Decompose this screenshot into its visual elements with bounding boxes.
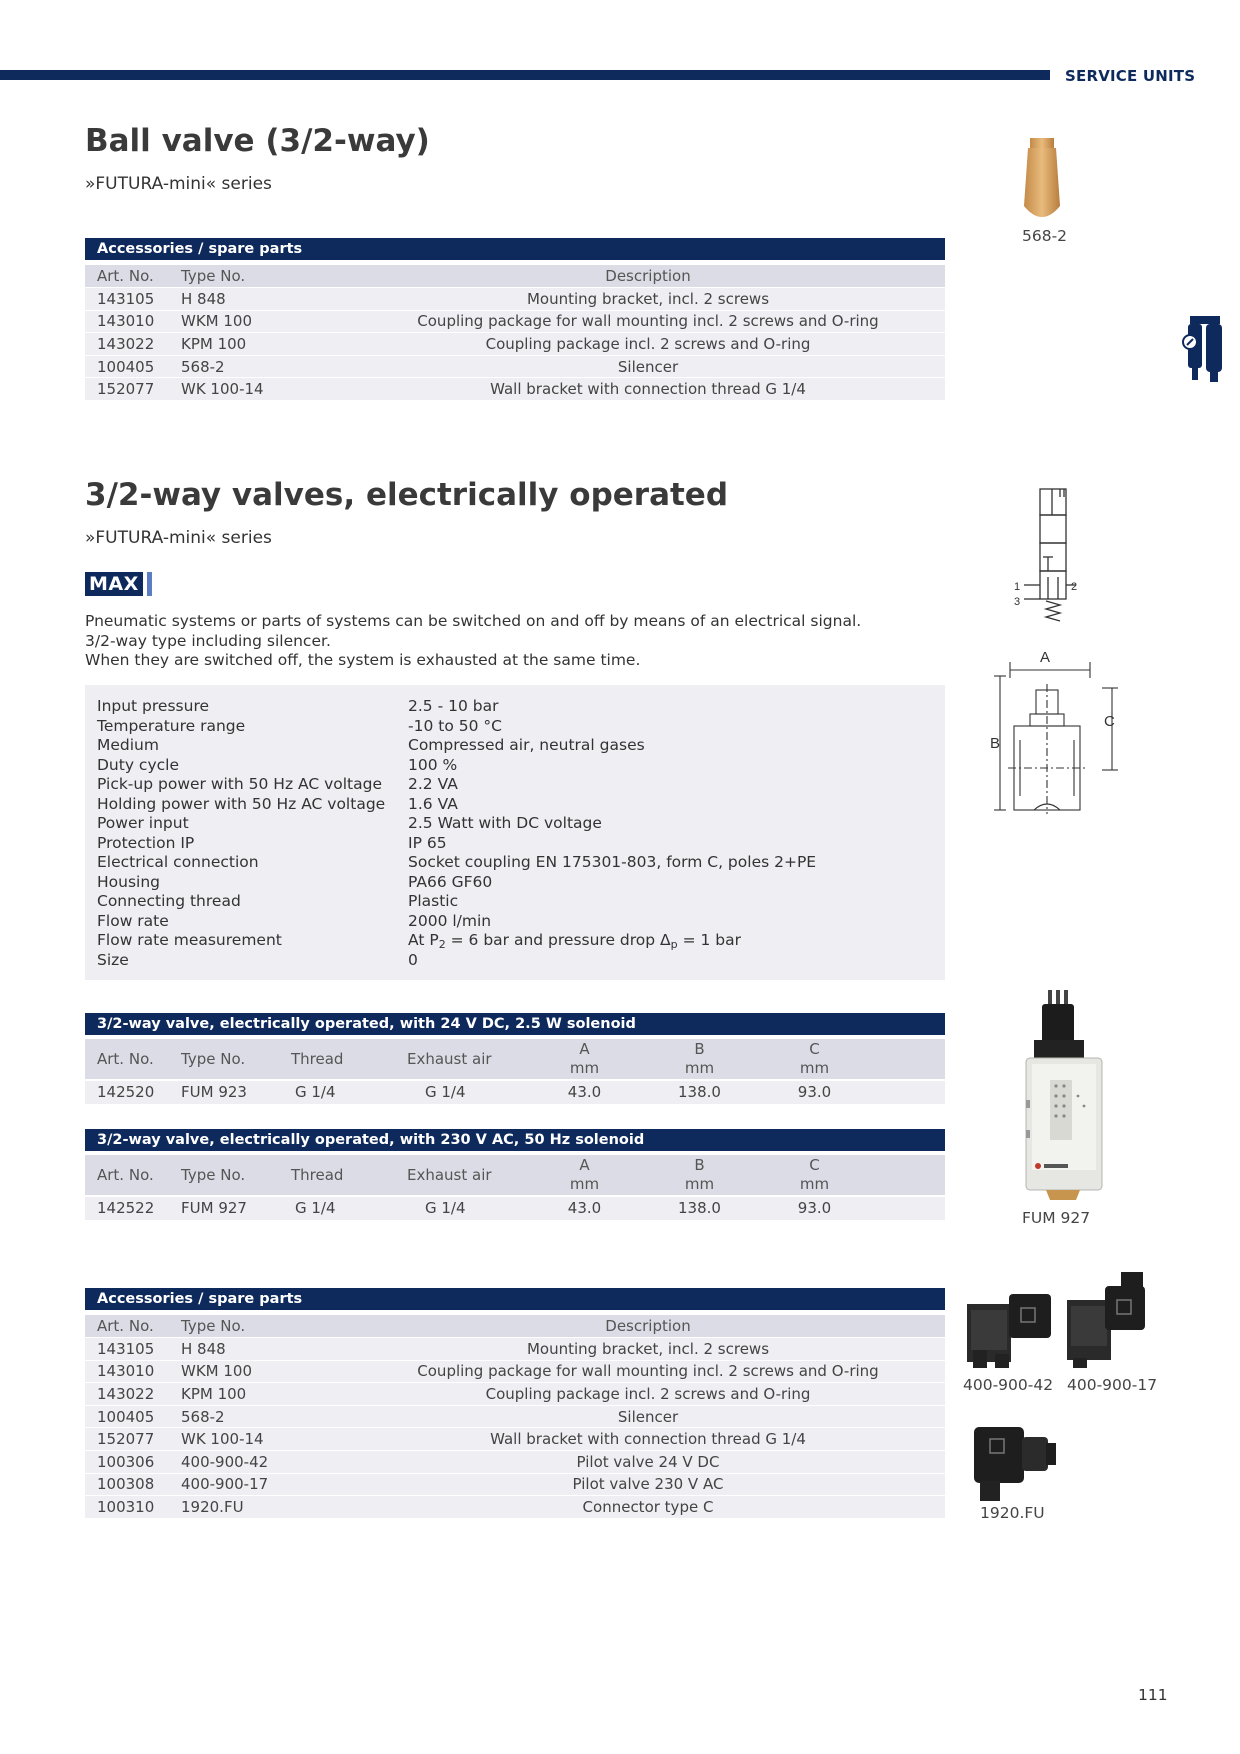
table-header-row [85, 1155, 945, 1195]
spec-row [97, 834, 933, 854]
col-type-no: Type No. [181, 1315, 351, 1338]
type-no: 568-2 [181, 1405, 351, 1428]
spec-row [97, 873, 933, 893]
spec-key: Protection IP [97, 833, 195, 852]
pilot-valve-230v-caption: 400-900-17 [1067, 1376, 1158, 1394]
art-no: 143022 [85, 333, 181, 356]
spec-value: 2.5 - 10 bar [408, 697, 499, 715]
table-header-row [85, 265, 945, 288]
spec-key: Housing [97, 872, 161, 891]
spec-value [408, 931, 933, 951]
spec-row [97, 697, 933, 717]
intro-line: 3/2-way type including silencer. [85, 631, 331, 650]
col-exhaust-air: Exhaust air [407, 1155, 527, 1195]
type-no: 1920.FU [181, 1496, 351, 1519]
description: Silencer [351, 355, 945, 378]
ball-valve-title: Ball valve (3/2-way) [85, 123, 430, 159]
art-no: 143010 [85, 310, 181, 333]
spec-value: 0 [408, 950, 418, 969]
type-no: FUM 927 [181, 1197, 291, 1220]
spec-row [97, 795, 933, 815]
spec-row [97, 912, 933, 932]
dim-letter: A [579, 1156, 590, 1174]
art-no: 142522 [85, 1197, 181, 1220]
table-header-row [85, 1315, 945, 1338]
spec-value: Compressed air, neutral gases [408, 736, 645, 754]
description: Coupling package incl. 2 screws and O-ring [351, 333, 945, 356]
max-badge-label: MAX [85, 572, 143, 596]
spec-key: Flow rate measurement [97, 931, 282, 949]
spec-key: Holding power with 50 Hz AC voltage [97, 794, 386, 813]
description: Pilot valve 24 V DC [351, 1451, 945, 1474]
type-no: WKM 100 [181, 310, 351, 333]
dim-a: 43.0 [527, 1197, 642, 1220]
col-dim-b [642, 1155, 757, 1195]
symbol-port-2: 2 [1071, 581, 1078, 593]
symbol-port-1: 1 [1014, 581, 1021, 593]
dim-c: 93.0 [757, 1081, 872, 1104]
type-no: 400-900-17 [181, 1473, 351, 1496]
table-row [85, 355, 945, 378]
art-no: 100308 [85, 1473, 181, 1496]
header-bar [0, 70, 1050, 80]
table-row [85, 288, 945, 311]
solenoid-valve-title: 3/2-way valves, electrically operated [85, 477, 729, 513]
table-row [85, 1197, 945, 1220]
spec-row [97, 892, 933, 912]
col-dim-c [757, 1039, 872, 1079]
intro-line: Pneumatic systems or parts of systems can be switched on and off by means of an electrical signal. [85, 612, 862, 630]
spec-row [97, 853, 933, 873]
thread: G 1/4 [291, 1081, 407, 1104]
art-no: 152077 [85, 378, 181, 401]
dim-unit: mm [569, 1175, 600, 1193]
description: Mounting bracket, incl. 2 screws [351, 1338, 945, 1361]
type-no: 400-900-42 [181, 1451, 351, 1474]
type-no: H 848 [181, 288, 351, 311]
col-art-no: Art. No. [85, 1315, 181, 1338]
dimension-label-a: A [1040, 649, 1051, 666]
spec-key: Medium [97, 736, 159, 754]
spec-key: Electrical connection [97, 853, 259, 871]
pilot-valve-24v-image [965, 1290, 1055, 1370]
col-dim-b [642, 1039, 757, 1079]
col-art-no: Art. No. [85, 1155, 181, 1195]
spec-row [97, 931, 933, 951]
spec-value: 1.6 VA [408, 794, 458, 813]
art-no: 100306 [85, 1451, 181, 1474]
section-label: SERVICE UNITS [1065, 67, 1196, 85]
ac-variant-table [85, 1155, 945, 1220]
table-row [85, 1081, 945, 1104]
art-no: 143105 [85, 288, 181, 311]
type-no: KPM 100 [181, 1383, 351, 1406]
pilot-valve-24v-caption: 400-900-42 [963, 1376, 1054, 1394]
table-header-row [85, 1039, 945, 1079]
fum-927-caption: FUM 927 [1022, 1209, 1091, 1227]
type-no: WK 100-14 [181, 1428, 351, 1451]
dim-unit: mm [569, 1059, 600, 1077]
description: Coupling package for wall mounting incl. 2 screws and O-ring [351, 310, 945, 333]
dim-a: 43.0 [527, 1081, 642, 1104]
dim-letter: A [579, 1040, 590, 1058]
table-row [85, 1496, 945, 1519]
dim-unit: mm [684, 1175, 715, 1193]
service-unit-tab-icon [1182, 312, 1228, 384]
art-no: 152077 [85, 1428, 181, 1451]
dim-b: 138.0 [642, 1197, 757, 1220]
dim-c: 93.0 [757, 1197, 872, 1220]
type-no: KPM 100 [181, 333, 351, 356]
spec-row [97, 736, 933, 756]
fum-927-product-image [1018, 990, 1108, 1200]
spec-key: Power input [97, 814, 189, 832]
table-row [85, 1383, 945, 1406]
col-dim-a [527, 1155, 642, 1195]
description: Silencer [351, 1405, 945, 1428]
dim-b: 138.0 [642, 1081, 757, 1104]
description: Pilot valve 230 V AC [351, 1473, 945, 1496]
col-thread: Thread [291, 1039, 407, 1079]
col-description: Description [351, 265, 945, 288]
flow-measurement-text: At P [408, 931, 439, 949]
solenoid-valve-series: »FUTURA-mini« series [85, 528, 272, 548]
description: Wall bracket with connection thread G 1/4 [351, 378, 945, 401]
art-no: 142520 [85, 1081, 181, 1104]
col-art-no: Art. No. [85, 1039, 181, 1079]
art-no: 100405 [85, 1405, 181, 1428]
filler-cell [872, 1081, 945, 1104]
flow-measurement-sub: p [670, 938, 678, 951]
spec-value: 2.2 VA [408, 775, 458, 793]
ball-valve-series: »FUTURA-mini« series [85, 174, 272, 194]
spec-key: Temperature range [97, 716, 246, 735]
flow-measurement-sub: 2 [438, 938, 446, 951]
dim-unit: mm [684, 1059, 715, 1077]
col-dim-c [757, 1155, 872, 1195]
spec-value: IP 65 [408, 833, 447, 852]
spec-row [97, 814, 933, 834]
spec-value: -10 to 50 °C [408, 716, 502, 735]
col-exhaust-air: Exhaust air [407, 1039, 527, 1079]
spec-key: Flow rate [97, 911, 169, 930]
spec-value: Socket coupling EN 175301-803, form C, poles 2+PE [408, 853, 817, 871]
spec-value: 2.5 Watt with DC voltage [408, 814, 602, 832]
dim-letter: B [694, 1040, 705, 1058]
table-row [85, 1360, 945, 1383]
art-no: 143022 [85, 1383, 181, 1406]
table-row [85, 1473, 945, 1496]
spec-value: PA66 GF60 [408, 872, 493, 891]
filler-cell [872, 1197, 945, 1220]
intro-text [85, 612, 861, 671]
silencer-caption: 568-2 [1022, 227, 1068, 245]
dim-letter: C [809, 1040, 820, 1058]
dim-letter: C [809, 1156, 820, 1174]
col-description: Description [351, 1315, 945, 1338]
spec-key: Connecting thread [97, 892, 241, 910]
description: Coupling package incl. 2 screws and O-ring [351, 1383, 945, 1406]
connector-type-c-image [970, 1425, 1060, 1505]
spec-key: Size [97, 950, 129, 969]
type-no: H 848 [181, 1338, 351, 1361]
spec-row [97, 717, 933, 737]
col-type-no: Type No. [181, 265, 351, 288]
max-badge [85, 572, 152, 596]
ac-variant-title: 3/2-way valve, electrically operated, with 230 V AC, 50 Hz solenoid [85, 1129, 945, 1151]
type-no: WK 100-14 [181, 378, 351, 401]
dimension-drawing [990, 648, 1120, 818]
type-no: 568-2 [181, 355, 351, 378]
dc-variant-table [85, 1039, 945, 1104]
exhaust-air: G 1/4 [407, 1197, 527, 1220]
silencer-image [1020, 136, 1064, 226]
dim-letter: B [694, 1156, 705, 1174]
spec-value: 2000 l/min [408, 911, 492, 930]
technical-specs [85, 685, 945, 980]
col-type-no: Type No. [181, 1039, 291, 1079]
spec-key: Input pressure [97, 697, 210, 715]
dimension-label-b: B [990, 735, 1001, 752]
spec-value: Plastic [408, 892, 459, 910]
spec-row [97, 951, 933, 971]
table-row [85, 333, 945, 356]
spec-value: 100 % [408, 755, 458, 774]
exhaust-air: G 1/4 [407, 1081, 527, 1104]
ball-valve-accessories-table [85, 265, 945, 401]
flow-measurement-text: = 6 bar and pressure drop Δ [445, 931, 671, 949]
spec-key: Pick-up power with 50 Hz AC voltage [97, 775, 383, 793]
art-no: 143010 [85, 1360, 181, 1383]
table-row [85, 1451, 945, 1474]
type-no: FUM 923 [181, 1081, 291, 1104]
dim-unit: mm [799, 1175, 830, 1193]
ball-valve-accessories-title: Accessories / spare parts [85, 238, 945, 260]
art-no: 100405 [85, 355, 181, 378]
description: Connector type C [351, 1496, 945, 1519]
connector-type-c-caption: 1920.FU [980, 1504, 1045, 1522]
table-row [85, 1428, 945, 1451]
flow-measurement-text: = 1 bar [677, 931, 741, 949]
type-no: WKM 100 [181, 1360, 351, 1383]
filler-cell [872, 1155, 945, 1195]
max-badge-bar [147, 572, 152, 596]
dim-unit: mm [799, 1059, 830, 1077]
table-row [85, 378, 945, 401]
description: Mounting bracket, incl. 2 screws [351, 288, 945, 311]
col-thread: Thread [291, 1155, 407, 1195]
table-row [85, 310, 945, 333]
col-dim-a [527, 1039, 642, 1079]
description: Coupling package for wall mounting incl. 2 screws and O-ring [351, 1360, 945, 1383]
description: Wall bracket with connection thread G 1/4 [351, 1428, 945, 1451]
spec-row [97, 756, 933, 776]
thread: G 1/4 [291, 1197, 407, 1220]
pilot-valve-230v-image [1065, 1272, 1155, 1370]
symbol-port-3: 3 [1014, 596, 1021, 608]
dimension-label-c: C [1104, 713, 1115, 730]
table-row [85, 1405, 945, 1428]
col-art-no: Art. No. [85, 265, 181, 288]
pneumatic-symbol-diagram [1010, 487, 1080, 632]
dc-variant-title: 3/2-way valve, electrically operated, with 24 V DC, 2.5 W solenoid [85, 1013, 945, 1035]
art-no: 100310 [85, 1496, 181, 1519]
intro-line: When they are switched off, the system is exhausted at the same time. [85, 651, 641, 669]
filler-cell [872, 1039, 945, 1079]
spec-row [97, 775, 933, 795]
page-number: 111 [1138, 1686, 1168, 1704]
col-type-no: Type No. [181, 1155, 291, 1195]
spec-key: Duty cycle [97, 755, 179, 774]
art-no: 143105 [85, 1338, 181, 1361]
solenoid-accessories-table [85, 1315, 945, 1519]
solenoid-accessories-title: Accessories / spare parts [85, 1288, 945, 1310]
table-row [85, 1338, 945, 1361]
